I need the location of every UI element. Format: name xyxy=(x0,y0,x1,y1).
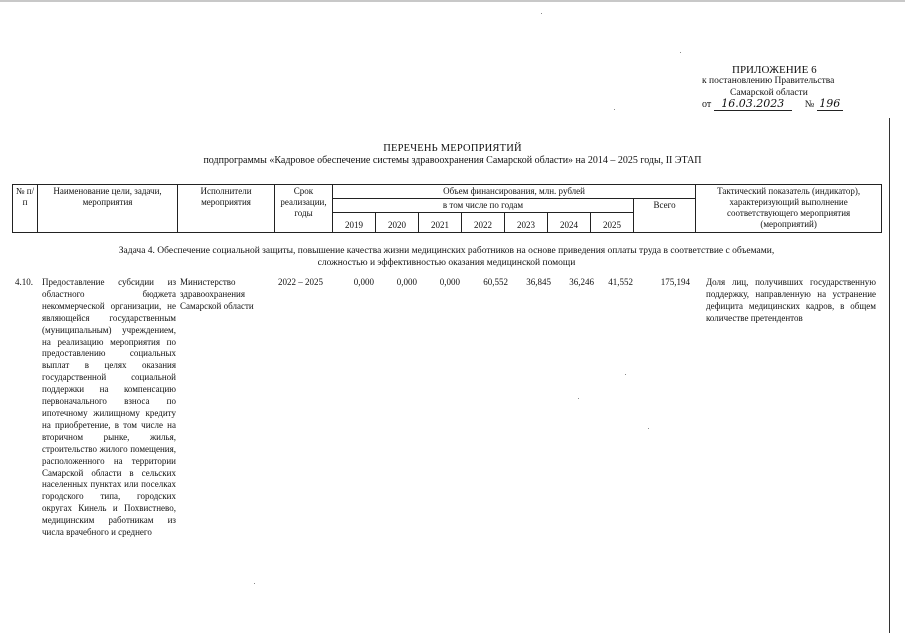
row-total: 175,194 xyxy=(660,277,690,287)
header-year: 2019 xyxy=(333,213,376,233)
row-name: Предоставление субсидии из областного бюджета некоммерческой организации, не являющейся государственным (муниципальным) учреждением, на реализацию мероприятия по предоставлению социальных выплат в целях оказания государственной социальной поддержки на компенсацию первоначального взноса по ипотечному жилищному кредиту на приобретение, в том числе на вторичном рынке, жилья, строительство жилого помещения, расположенного на территории Самарской области в сельских населенных пунктах или поселках городского типа, городских округах Кинель и Похвистнево, медицинским работникам из числа врачебного и среднего xyxy=(42,277,176,538)
header-total: Всего xyxy=(634,199,696,233)
header-table xyxy=(12,184,882,233)
scan-right-edge xyxy=(889,118,890,633)
date-field xyxy=(714,97,792,111)
appendix-line-2: Самарской области xyxy=(730,88,808,98)
appendix-title: ПРИЛОЖЕНИЕ 6 xyxy=(732,64,817,76)
header-year: 2021 xyxy=(419,213,462,233)
header-num: № п/п xyxy=(13,185,38,233)
row-value-2023: 36,845 xyxy=(526,277,551,287)
scan-top-edge xyxy=(0,0,905,2)
scan-speck xyxy=(625,374,626,375)
header-indicator: Тактический показатель (индикатор), характеризующий выполнение соответствующего мероприятия (мероприятий) xyxy=(696,185,882,233)
scan-speck xyxy=(254,583,255,584)
task-line-1: Задача 4. Обеспечение социальной защиты, повышение качества жизни медицинских работников на основе приведения оплаты труда в соответствие с объемами, xyxy=(118,246,775,256)
document-subtitle: подпрограммы «Кадровое обеспечение системы здравоохранения Самарской области» на 2014 – 2025 годы, II ЭТАП xyxy=(203,155,702,166)
header-term: Срок реализации, годы xyxy=(275,185,333,233)
header-by-years: в том числе по годам xyxy=(333,199,634,213)
number-value: 196 xyxy=(819,97,841,110)
header-name: Наименование цели, задачи, мероприятия xyxy=(38,185,178,233)
header-funding: Объем финансирования, млн. рублей xyxy=(333,185,696,199)
row-value-2020: 0,000 xyxy=(396,277,417,287)
row-value-2019: 0,000 xyxy=(353,277,374,287)
date-value: 16.03.2023 xyxy=(721,97,785,110)
scan-speck xyxy=(541,13,542,14)
number-field xyxy=(817,97,843,111)
date-prefix: от xyxy=(702,99,712,110)
row-value-2021: 0,000 xyxy=(439,277,460,287)
row-number: 4.10. xyxy=(15,277,33,287)
header-year: 2025 xyxy=(591,213,634,233)
appendix-date-line xyxy=(702,97,843,111)
header-year: 2020 xyxy=(376,213,419,233)
document-title: ПЕРЕЧЕНЬ МЕРОПРИЯТИЙ xyxy=(383,143,522,154)
header-year: 2022 xyxy=(462,213,505,233)
scan-speck xyxy=(614,109,615,110)
number-prefix: № xyxy=(804,99,815,110)
appendix-line-1: к постановлению Правительства xyxy=(702,76,835,86)
header-executors: Исполнители мероприятия xyxy=(178,185,275,233)
row-indicator: Доля лиц, получивших государственную поддержку, направленную на устранение дефицита медицинских кадров, в общем количестве претендентов xyxy=(706,277,876,323)
task-heading xyxy=(12,245,881,269)
scan-speck xyxy=(680,52,681,53)
task-line-2: сложностью и эффективностью оказания медицинской помощи xyxy=(317,258,576,268)
row-value-2022: 60,552 xyxy=(483,277,508,287)
scan-speck xyxy=(648,428,649,429)
row-value-2024: 36,246 xyxy=(569,277,594,287)
row-executor: Министерство здравоохранения Самарской области xyxy=(180,277,254,311)
row-term: 2022 – 2025 xyxy=(278,277,323,287)
scan-speck xyxy=(578,398,579,399)
header-year: 2023 xyxy=(505,213,548,233)
header-year: 2024 xyxy=(548,213,591,233)
row-value-2025: 41,552 xyxy=(608,277,633,287)
